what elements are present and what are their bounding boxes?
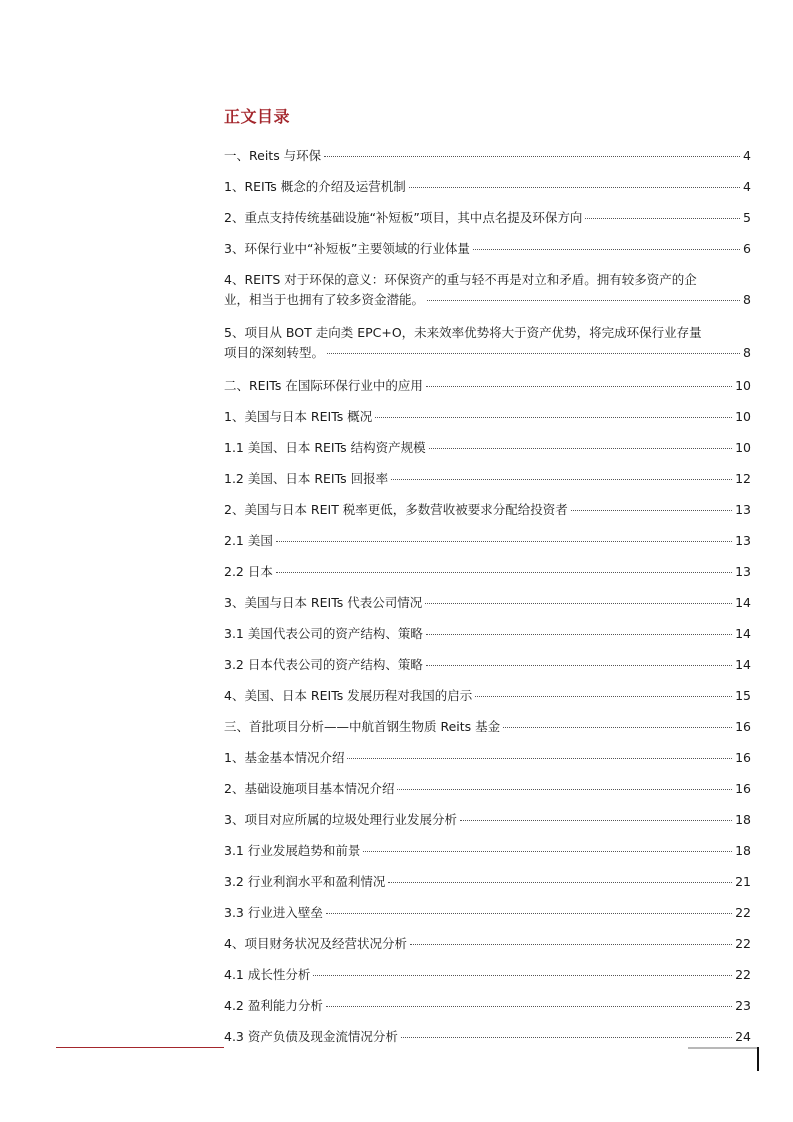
toc-entry-entry-barriers[interactable]: [224, 901, 751, 932]
toc-dot-leader: [388, 882, 732, 883]
toc-page-number: 14: [735, 626, 751, 641]
toc-entry-tax-rate[interactable]: [224, 498, 751, 529]
toc-page-number: 4: [743, 148, 751, 163]
toc-entry-growth-analysis[interactable]: [224, 963, 751, 994]
toc-dot-leader: [585, 218, 740, 219]
toc-entry-reits-significance[interactable]: [224, 268, 751, 321]
toc-entry-title: 4.2 盈利能力分析: [224, 998, 323, 1013]
toc-dot-leader: [347, 758, 732, 759]
toc-dot-leader: [276, 572, 732, 573]
toc-dot-leader: [426, 634, 732, 635]
toc-entry-japan[interactable]: [224, 560, 751, 591]
toc-dot-leader: [460, 820, 732, 821]
toc-page-number: 16: [735, 719, 751, 734]
toc-entry-title: 3.1 行业发展趋势和前景: [224, 843, 361, 858]
toc-entry-title: 3.3 行业进入壁垒: [224, 905, 323, 920]
toc-page-number: 22: [735, 905, 751, 920]
toc-dot-leader: [426, 665, 732, 666]
toc-entry-first-batch-analysis[interactable]: [224, 715, 751, 746]
toc-page-number: 4: [743, 179, 751, 194]
toc-entry-japan-company-strategy[interactable]: [224, 653, 751, 684]
toc-page-number: 22: [735, 936, 751, 951]
toc-page-number: 10: [735, 378, 751, 393]
toc-page-number: 24: [735, 1029, 751, 1044]
toc-dot-leader: [429, 448, 732, 449]
toc-entry-industry-volume[interactable]: [224, 237, 751, 268]
toc-page-number: 8: [743, 292, 751, 307]
toc-page-number: 13: [735, 564, 751, 579]
toc-entry-representative-companies[interactable]: [224, 591, 751, 622]
toc-entry-profitability-analysis[interactable]: [224, 994, 751, 1025]
toc-entry-title-line2: 项目的深刻转型。: [224, 345, 325, 360]
toc-entry-title: 一、Reits 与环保: [224, 148, 322, 163]
footer-gray-rule: [688, 1047, 758, 1049]
toc-entry-us-japan-overview[interactable]: [224, 405, 751, 436]
toc-dot-leader: [276, 541, 732, 542]
toc-entry-title: 2.1 美国: [224, 533, 273, 548]
toc-entry-bot-to-epc[interactable]: [224, 321, 751, 374]
toc-page-number: 6: [743, 241, 751, 256]
toc-page-number: 18: [735, 843, 751, 858]
toc-page-number: 22: [735, 967, 751, 982]
toc-page-number: 13: [735, 502, 751, 517]
toc-entry-infrastructure-support[interactable]: [224, 206, 751, 237]
toc-entry-us[interactable]: [224, 529, 751, 560]
toc-dot-leader: [425, 603, 732, 604]
toc-page-number: 8: [743, 345, 751, 360]
toc-entry-title: 三、首批项目分析——中航首钢生物质 Reits 基金: [224, 719, 501, 734]
toc-entry-title: 4.3 资产负债及现金流情况分析: [224, 1029, 398, 1044]
toc-entry-us-company-strategy[interactable]: [224, 622, 751, 653]
table-of-contents: [224, 144, 751, 1056]
toc-entry-reits-concept[interactable]: [224, 175, 751, 206]
toc-page-number: 16: [735, 750, 751, 765]
toc-entry-lessons-for-china[interactable]: [224, 684, 751, 715]
toc-dot-leader: [427, 300, 740, 301]
toc-entry-title: 3、项目对应所属的垃圾处理行业发展分析: [224, 812, 457, 827]
toc-entry-title: 1.2 美国、日本 REITs 回报率: [224, 471, 389, 486]
toc-page-number: 5: [743, 210, 751, 225]
footer-red-rule: [56, 1047, 224, 1048]
toc-page-number: 14: [735, 657, 751, 672]
toc-dot-leader: [363, 851, 732, 852]
toc-dot-leader: [426, 386, 732, 387]
toc-dot-leader: [571, 510, 732, 511]
toc-dot-leader: [503, 727, 732, 728]
toc-entry-title: 1、美国与日本 REITs 概况: [224, 409, 373, 424]
toc-page-number: 13: [735, 533, 751, 548]
toc-entry-title: 2、美国与日本 REIT 税率更低，多数营收被要求分配给投资者: [224, 502, 568, 517]
toc-entry-industry-profit[interactable]: [224, 870, 751, 901]
toc-entry-title: 3.2 行业利润水平和盈利情况: [224, 874, 386, 889]
toc-page-number: 15: [735, 688, 751, 703]
toc-entry-title-line2: 业，相当于也拥有了较多资金潜能。: [224, 292, 425, 307]
page-title: 正文目录: [224, 107, 291, 126]
toc-page-number: 10: [735, 440, 751, 455]
toc-dot-leader: [326, 1006, 732, 1007]
toc-dot-leader: [326, 913, 732, 914]
toc-page-number: 16: [735, 781, 751, 796]
toc-entry-waste-industry[interactable]: [224, 808, 751, 839]
toc-dot-leader: [473, 249, 740, 250]
toc-entry-title: 3、环保行业中“补短板”主要领域的行业体量: [224, 241, 470, 256]
toc-entry-title: 1、基金基本情况介绍: [224, 750, 345, 765]
toc-dot-leader: [391, 479, 732, 480]
toc-entry-fund-basics[interactable]: [224, 746, 751, 777]
toc-entry-project-basics[interactable]: [224, 777, 751, 808]
toc-dot-leader: [324, 156, 740, 157]
toc-dot-leader: [410, 944, 732, 945]
toc-dot-leader: [375, 417, 732, 418]
toc-page-number: 23: [735, 998, 751, 1013]
toc-entry-title: 4.1 成长性分析: [224, 967, 311, 982]
toc-dot-leader: [313, 975, 732, 976]
toc-entry-asset-scale[interactable]: [224, 436, 751, 467]
toc-entry-title-line1: 4、REITS 对于环保的意义：环保资产的重与轻不再是对立和矛盾。拥有较多资产的企: [224, 272, 697, 287]
toc-page-number: 14: [735, 595, 751, 610]
toc-entry-balance-cashflow[interactable]: [224, 1025, 751, 1056]
toc-entry-title: 3.1 美国代表公司的资产结构、策略: [224, 626, 423, 641]
toc-dot-leader: [327, 353, 740, 354]
toc-entry-title: 3.2 日本代表公司的资产结构、策略: [224, 657, 423, 672]
toc-page-number: 10: [735, 409, 751, 424]
toc-dot-leader: [397, 789, 732, 790]
footer-vertical-mark: [757, 1047, 759, 1071]
toc-entry-title: 1、REITs 概念的介绍及运营机制: [224, 179, 406, 194]
toc-entry-financial-analysis[interactable]: [224, 932, 751, 963]
toc-entry-reits-and-environment[interactable]: [224, 144, 751, 175]
toc-page-number: 21: [735, 874, 751, 889]
toc-page-number: 18: [735, 812, 751, 827]
toc-entry-international-application[interactable]: [224, 374, 751, 405]
toc-dot-leader: [475, 696, 732, 697]
toc-entry-title-line1: 5、项目从 BOT 走向类 EPC+O，未来效率优势将大于资产优势，将完成环保行业存量: [224, 325, 702, 340]
toc-entry-title: 3、美国与日本 REITs 代表公司情况: [224, 595, 423, 610]
toc-dot-leader: [401, 1037, 732, 1038]
toc-entry-title: 2、基础设施项目基本情况介绍: [224, 781, 395, 796]
toc-entry-title: 二、REITs 在国际环保行业中的应用: [224, 378, 423, 393]
toc-dot-leader: [409, 187, 740, 188]
toc-entry-title: 2.2 日本: [224, 564, 273, 579]
toc-entry-title: 2、重点支持传统基础设施“补短板”项目，其中点名提及环保方向: [224, 210, 583, 225]
toc-page-number: 12: [735, 471, 751, 486]
toc-entry-title: 4、美国、日本 REITs 发展历程对我国的启示: [224, 688, 473, 703]
toc-entry-title: 4、项目财务状况及经营状况分析: [224, 936, 407, 951]
toc-entry-return-rate[interactable]: [224, 467, 751, 498]
toc-entry-title: 1.1 美国、日本 REITs 结构资产规模: [224, 440, 426, 455]
toc-entry-industry-trend[interactable]: [224, 839, 751, 870]
